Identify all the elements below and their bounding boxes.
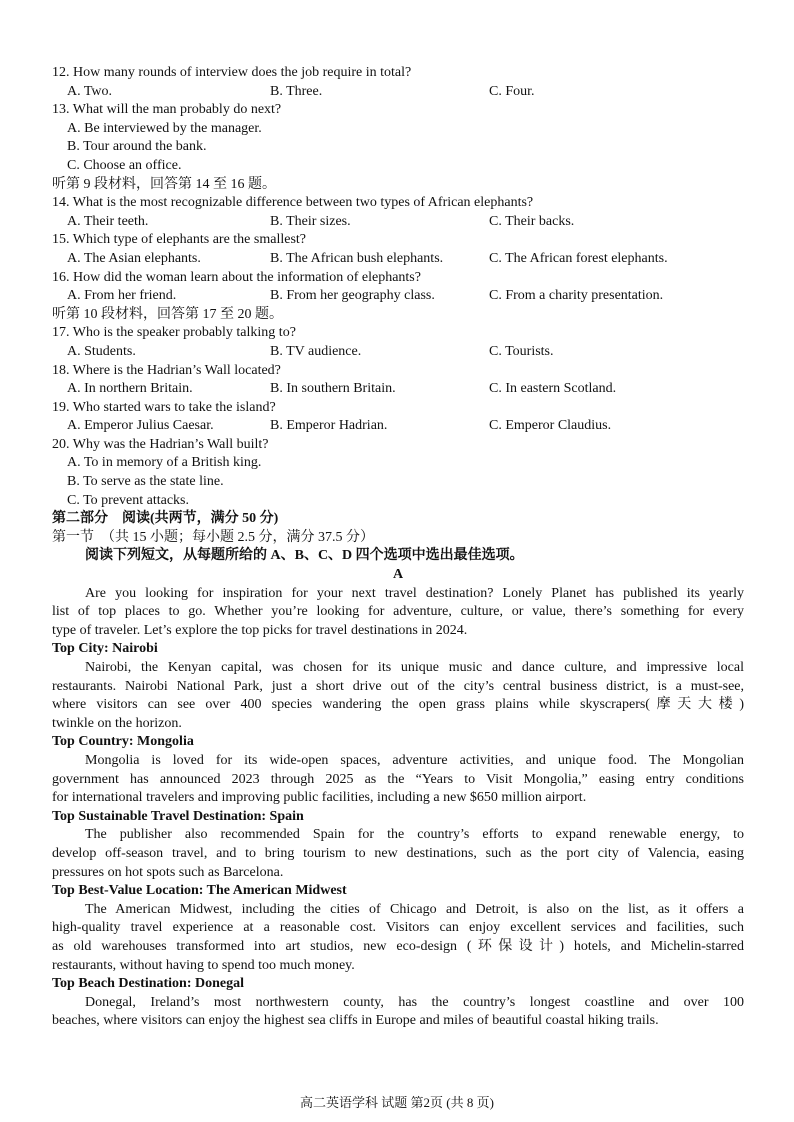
passage-line: Mongolia is loved for its wide-open spaces, adventure activities, and unique food. The Mongolian <box>85 752 744 768</box>
passage-line: beaches, where visitors can enjoy the highest sea cliffs in Europe and miles of beautiful coastal hiking trails. <box>52 1013 659 1029</box>
question-15-options <box>52 250 744 269</box>
option-b: B. TV audience. <box>270 343 362 359</box>
option-a: A. From her friend. <box>67 288 177 304</box>
question-18-options <box>52 380 744 399</box>
passage-line: Donegal, Ireland’s most northwestern county, has the country’s longest coastline and over 100 <box>85 994 744 1010</box>
section-heading-nairobi: Top City: Nairobi <box>52 641 158 657</box>
section-one-title: 第一节 （共 15 小题；每小题 2.5 分，满分 37.5 分） <box>52 529 374 545</box>
question-12-options <box>52 83 744 102</box>
option-a: A. To in memory of a British king. <box>67 455 262 471</box>
question-17: 17. Who is the speaker probably talking to? <box>52 325 296 341</box>
passage-line: pressures on hot spots such as Barcelona. <box>52 864 284 880</box>
question-14: 14. What is the most recognizable difference between two types of African elephants? <box>52 195 534 211</box>
option-b: B. To serve as the state line. <box>67 474 224 490</box>
option-c: C. The African forest elephants. <box>489 250 668 266</box>
passage-label: A <box>392 567 404 583</box>
option-c: C. Tourists. <box>489 343 554 359</box>
question-16: 16. How did the woman learn about the information of elephants? <box>52 269 421 285</box>
passage-line: twinkle on the horizon. <box>52 715 182 731</box>
question-12: 12. How many rounds of interview does the job require in total? <box>52 65 412 80</box>
option-c: C. Emperor Claudius. <box>489 418 612 434</box>
passage-line: The publisher also recommended Spain for the country’s efforts to expand renewable energy, to <box>85 827 744 843</box>
option-a: A. Be interviewed by the manager. <box>67 120 262 136</box>
section-heading-spain: Top Sustainable Travel Destination: Spain <box>52 808 304 824</box>
section-heading-mongolia: Top Country: Mongolia <box>52 734 194 750</box>
question-19-options <box>52 417 744 436</box>
option-c: C. In eastern Scotland. <box>489 381 617 397</box>
passage-intro-line: type of traveler. Let’s explore the top picks for travel destinations in 2024. <box>52 622 468 638</box>
passage-line: for international travelers and improving public facilities, including a new $650 million airport. <box>52 790 587 806</box>
option-b: B. Emperor Hadrian. <box>270 418 388 434</box>
question-19: 19. Who started wars to take the island? <box>52 399 276 415</box>
section-heading-midwest: Top Best-Value Location: The American Midwest <box>52 883 347 899</box>
passage-intro-line: Are you looking for inspiration for your next travel destination? Lonely Planet has published its yearly <box>85 585 744 601</box>
passage-line: government has announced 2023 through 2025 as the “Years to Visit Mongolia,” easing entry conditions <box>52 771 744 787</box>
passage-line: The American Midwest, including the cities of Chicago and Detroit, is also on the list, as it offers a <box>85 901 744 917</box>
question-13: 13. What will the man probably do next? <box>52 102 282 118</box>
passage-line: where visitors can see over 400 species wandering the open grass plains while skyscrapers(摩天大楼) <box>52 697 744 713</box>
passage-line: high-quality travel experience at a reasonable cost. Visitors can enjoy excellent services and facilities, such <box>52 920 744 936</box>
part-two-title <box>52 510 744 529</box>
passage-intro-line: list of top places to go. Whether you’re looking for adventure, culture, or value, there’s something for every <box>52 604 744 620</box>
option-a: A. The Asian elephants. <box>67 250 201 266</box>
question-15: 15. Which type of elephants are the smallest? <box>52 232 306 248</box>
option-c: C. To prevent attacks. <box>67 492 190 508</box>
question-18: 18. Where is the Hadrian’s Wall located? <box>52 362 281 378</box>
option-b: B. Their sizes. <box>270 213 351 229</box>
option-a: A. Their teeth. <box>67 213 149 229</box>
listening-instruction-10: 听第 10 段材料，回答第 17 至 20 题。 <box>52 306 283 322</box>
page-footer: 高二英语学科 试题 第2页 (共 8 页) <box>300 1095 494 1110</box>
part-two-desc: 阅读(共两节，满分 50 分) <box>122 511 279 527</box>
option-a: A. Emperor Julius Caesar. <box>67 418 214 434</box>
passage-line: restaurants, without having to spend too much money. <box>52 957 355 973</box>
option-a: A. Two. <box>67 83 113 99</box>
option-b: B. In southern Britain. <box>270 381 396 397</box>
option-b: B. The African bush elephants. <box>270 250 444 266</box>
section-heading-donegal: Top Beach Destination: Donegal <box>52 976 245 992</box>
part-two-label: 第二部分 <box>52 511 108 527</box>
passage-line: as old warehouses transformed into art studios, new eco-design (环保设计) hotels, and Michelin-starred <box>52 938 744 954</box>
question-17-options <box>52 343 744 362</box>
option-a: A. Students. <box>67 343 136 359</box>
passage-line: Nairobi, the Kenyan capital, was chosen for its unique music and dance culture, and impressive local <box>85 660 744 675</box>
option-a: A. In northern Britain. <box>67 381 193 397</box>
option-c: C. Four. <box>489 83 535 99</box>
question-20: 20. Why was the Hadrian’s Wall built? <box>52 436 269 452</box>
option-b: B. Three. <box>270 83 323 99</box>
passage-line: develop off-season travel, and to bring tourism to new destinations, such as the port city of Valencia, easing <box>52 845 744 861</box>
question-16-options <box>52 287 744 306</box>
question-14-options <box>52 213 744 232</box>
page-content <box>52 64 744 1031</box>
listening-instruction-9: 听第 9 段材料，回答第 14 至 16 题。 <box>52 176 276 192</box>
option-b: B. From her geography class. <box>270 288 435 304</box>
passage-line: restaurants. Nairobi National Park, just a short drive out of the city’s central business district, is a must-see, <box>52 678 744 694</box>
reading-instruction: 阅读下列短文，从每题所给的 A、B、C、D 四个选项中选出最佳选项。 <box>85 548 524 564</box>
option-c: C. Their backs. <box>489 213 575 229</box>
option-c: C. Choose an office. <box>67 157 182 173</box>
option-b: B. Tour around the bank. <box>67 139 207 155</box>
option-c: C. From a charity presentation. <box>489 288 664 304</box>
